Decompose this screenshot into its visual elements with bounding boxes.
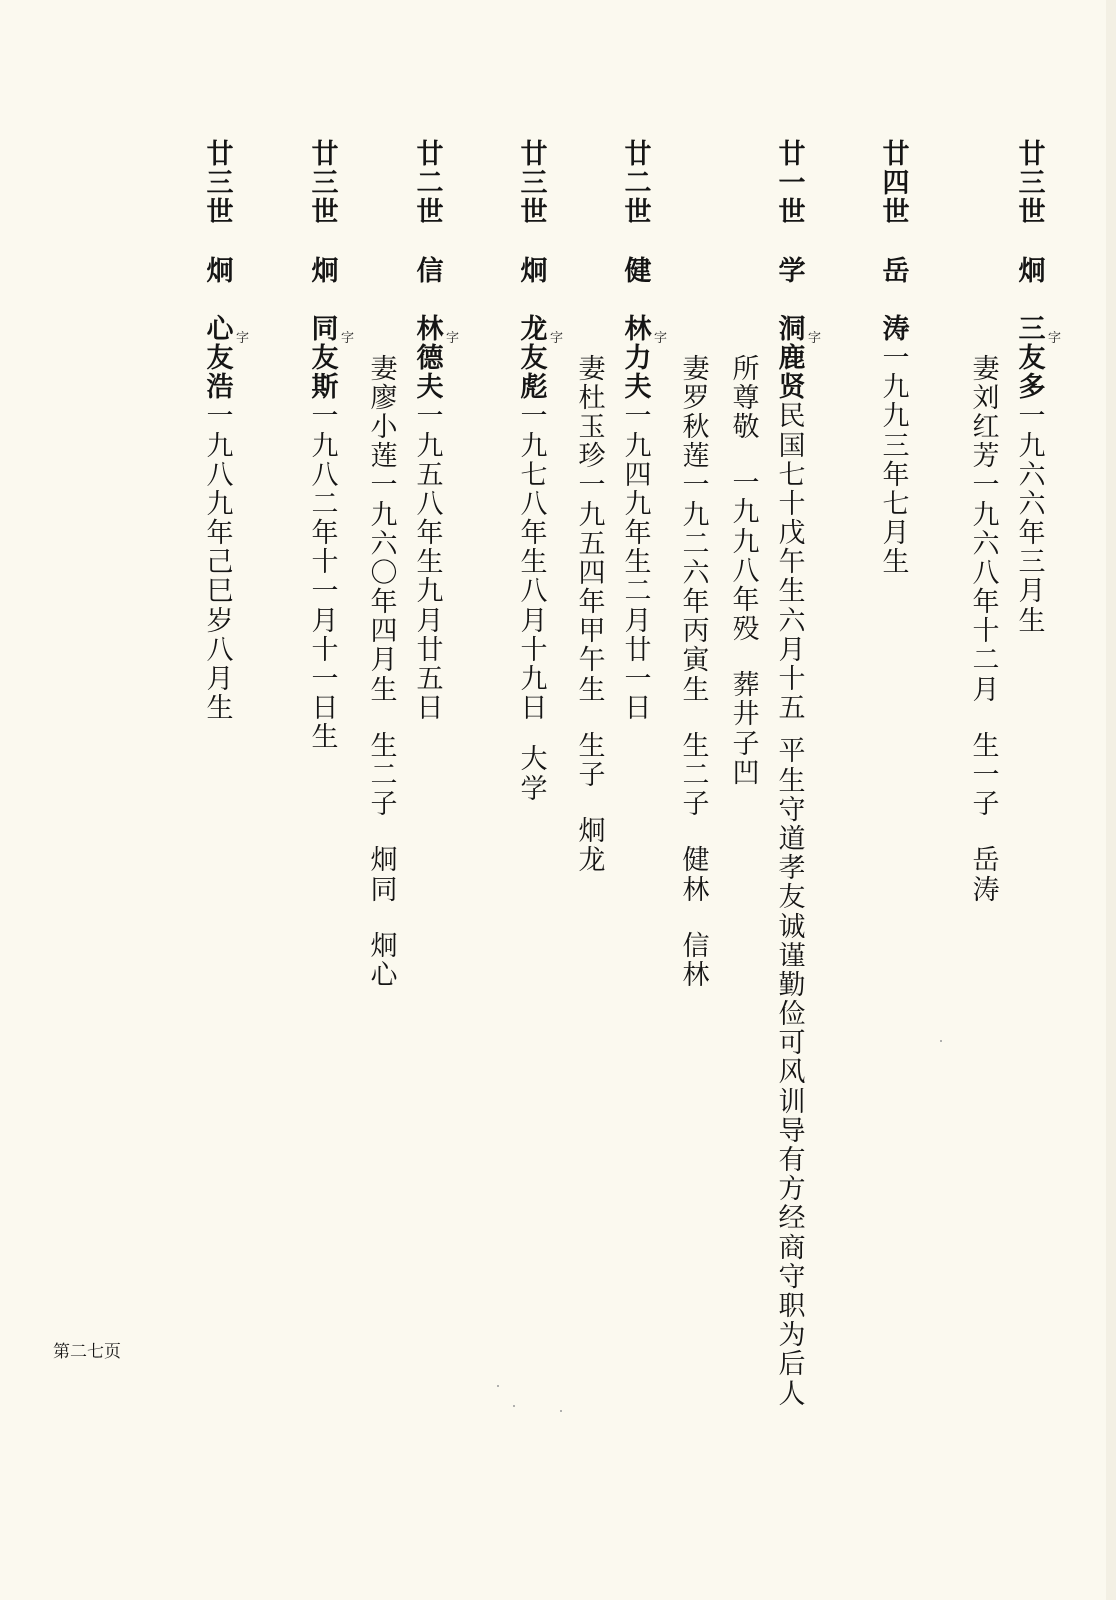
note-text: 葬 井 子 凹 xyxy=(732,670,760,789)
note-column xyxy=(726,355,766,788)
birth-record: 一 九 六 六 年 三 月 生 xyxy=(1018,401,1046,637)
column-gap xyxy=(876,228,916,257)
personal-name-char: 洞 xyxy=(778,313,806,345)
birth-record: 民 国 七 十 戊 午 生 六 月 十 五 xyxy=(778,401,806,725)
generation-label: 廿 三 世 xyxy=(520,139,548,229)
given-name-char: 炯 xyxy=(206,255,234,287)
note-text: 生 二 子 xyxy=(370,730,398,821)
column-gap xyxy=(772,286,812,315)
column-gap xyxy=(1012,286,1052,315)
courtesy-name: 鹿 贤 xyxy=(778,342,806,404)
courtesy-name: 友 彪 xyxy=(520,342,548,404)
birth-record: 一 九 七 八 年 生 八 月 十 九 日 xyxy=(520,401,548,725)
column-gap xyxy=(364,905,404,932)
note-text: 妻 廖 小 莲 一 九 六 〇 年 四 月 生 xyxy=(370,353,398,706)
column-gap xyxy=(676,705,716,732)
given-name-char: 炯 xyxy=(311,255,339,287)
column-gap xyxy=(726,644,766,671)
birth-record: 一 九 四 九 年 生 二 月 廿 一 日 xyxy=(624,401,652,725)
column-gap xyxy=(305,286,345,315)
column-gap xyxy=(676,819,716,846)
personal-name-char: 龙 xyxy=(520,313,548,345)
column-gap xyxy=(572,705,612,732)
entry-column xyxy=(305,139,355,754)
page-edge-shadow xyxy=(1106,0,1116,1600)
given-name-char: 学 xyxy=(778,255,806,287)
given-name-char: 信 xyxy=(416,255,444,287)
given-name-char: 炯 xyxy=(1018,255,1046,287)
column-gap xyxy=(572,790,612,817)
note-text: 健 林 xyxy=(682,845,710,906)
note-text: 妻 刘 红 芳 一 九 六 八 年 十 二 月 xyxy=(972,353,1000,706)
column-gap xyxy=(200,228,240,257)
generation-label: 廿 二 世 xyxy=(624,139,652,229)
note-text: 炯 龙 xyxy=(578,816,606,877)
note-text: 岳 涛 xyxy=(972,845,1000,906)
personal-name-char: 心 xyxy=(206,313,234,345)
courtesy-name: 友 浩 xyxy=(206,342,234,404)
courtesy-name-marker: 字 xyxy=(654,330,668,346)
personal-name-char: 林 xyxy=(416,313,444,345)
column-gap xyxy=(618,228,658,257)
entry-column xyxy=(618,139,668,725)
personal-name-char: 同 xyxy=(311,313,339,345)
column-gap xyxy=(966,819,1006,846)
column-gap xyxy=(410,286,450,315)
note-text: 信 林 xyxy=(682,930,710,991)
generation-label: 廿 四 世 xyxy=(882,139,910,229)
birth-record: 一 九 八 二 年 十 一 月 十 一 日 生 xyxy=(311,401,339,754)
column-gap xyxy=(514,723,554,745)
note-text: 一 九 九 八 年 殁 xyxy=(732,468,760,646)
given-name-char: 岳 xyxy=(882,255,910,287)
column-gap xyxy=(514,228,554,257)
note-column xyxy=(676,355,716,991)
column-gap xyxy=(772,723,812,737)
courtesy-name-marker: 字 xyxy=(1048,330,1062,346)
courtesy-name: 友 多 xyxy=(1018,342,1046,404)
note-text: 所 尊 敬 xyxy=(732,353,760,443)
generation-label: 廿 三 世 xyxy=(1018,139,1046,229)
given-name-char: 健 xyxy=(624,255,652,287)
biography-text: 平 生 守 道 孝 友 诚 谨 勤 俭 可 风 训 导 有 方 经 商 守 职 为 后 人 xyxy=(778,736,806,1410)
personal-name-char: 林 xyxy=(624,313,652,345)
entry-column xyxy=(1012,139,1062,637)
courtesy-name: 力 夫 xyxy=(624,342,652,404)
entry-column xyxy=(772,139,822,1410)
column-gap xyxy=(305,228,345,257)
entry-column xyxy=(514,139,564,805)
generation-label: 廿 三 世 xyxy=(311,139,339,229)
generation-label: 廿 二 世 xyxy=(416,139,444,229)
paper-speck xyxy=(940,1040,942,1042)
courtesy-name-marker: 字 xyxy=(550,330,564,346)
note-column xyxy=(572,355,612,876)
generation-label: 廿 三 世 xyxy=(206,139,234,229)
note-text: 妻 罗 秋 莲 一 九 二 六 年 丙 寅 生 xyxy=(682,353,710,706)
courtesy-name: 友 斯 xyxy=(311,342,339,404)
birth-record: 一 九 九 三 年 七 月 生 xyxy=(882,342,910,579)
courtesy-name-marker: 字 xyxy=(446,330,460,346)
note-text: 生 二 子 xyxy=(682,730,710,821)
paper-speck xyxy=(497,1385,499,1387)
column-gap xyxy=(676,905,716,932)
column-gap xyxy=(410,228,450,257)
column-gap xyxy=(364,819,404,846)
column-gap xyxy=(726,442,766,469)
record-suffix: 大 学 xyxy=(520,744,548,805)
column-gap xyxy=(1012,228,1052,257)
entry-column xyxy=(410,139,460,725)
personal-name-char: 三 xyxy=(1018,313,1046,345)
column-gap xyxy=(966,705,1006,732)
column-gap xyxy=(876,286,916,315)
note-text: 妻 杜 玉 珍 一 九 五 四 年 甲 午 生 xyxy=(578,353,606,706)
courtesy-name-marker: 字 xyxy=(808,330,822,346)
note-column xyxy=(966,355,1006,905)
generation-label: 廿 一 世 xyxy=(778,139,806,229)
birth-record: 一 九 八 九 年 己 巳 岁 八 月 生 xyxy=(206,401,234,725)
note-column xyxy=(364,355,404,991)
note-text: 生 子 xyxy=(578,730,606,792)
column-gap xyxy=(364,705,404,732)
paper-speck xyxy=(560,1410,562,1412)
column-gap xyxy=(514,286,554,315)
courtesy-name: 德 夫 xyxy=(416,342,444,404)
courtesy-name-marker: 字 xyxy=(341,330,355,346)
page-number xyxy=(53,1342,121,1363)
column-gap xyxy=(200,286,240,315)
courtesy-name-marker: 字 xyxy=(236,330,250,346)
note-text: 炯 心 xyxy=(370,930,398,991)
paper-speck xyxy=(513,1405,515,1407)
note-text: 炯 同 xyxy=(370,845,398,906)
entry-column xyxy=(200,139,250,725)
entry-column xyxy=(876,140,916,577)
column-gap xyxy=(618,286,658,315)
given-name-char: 炯 xyxy=(520,255,548,287)
birth-record: 一 九 五 八 年 生 九 月 廿 五 日 xyxy=(416,401,444,725)
column-gap xyxy=(772,228,812,257)
personal-name-char: 涛 xyxy=(882,313,910,345)
note-text: 生 一 子 xyxy=(972,730,1000,821)
page-number-text: 第二七页 xyxy=(53,1342,121,1362)
